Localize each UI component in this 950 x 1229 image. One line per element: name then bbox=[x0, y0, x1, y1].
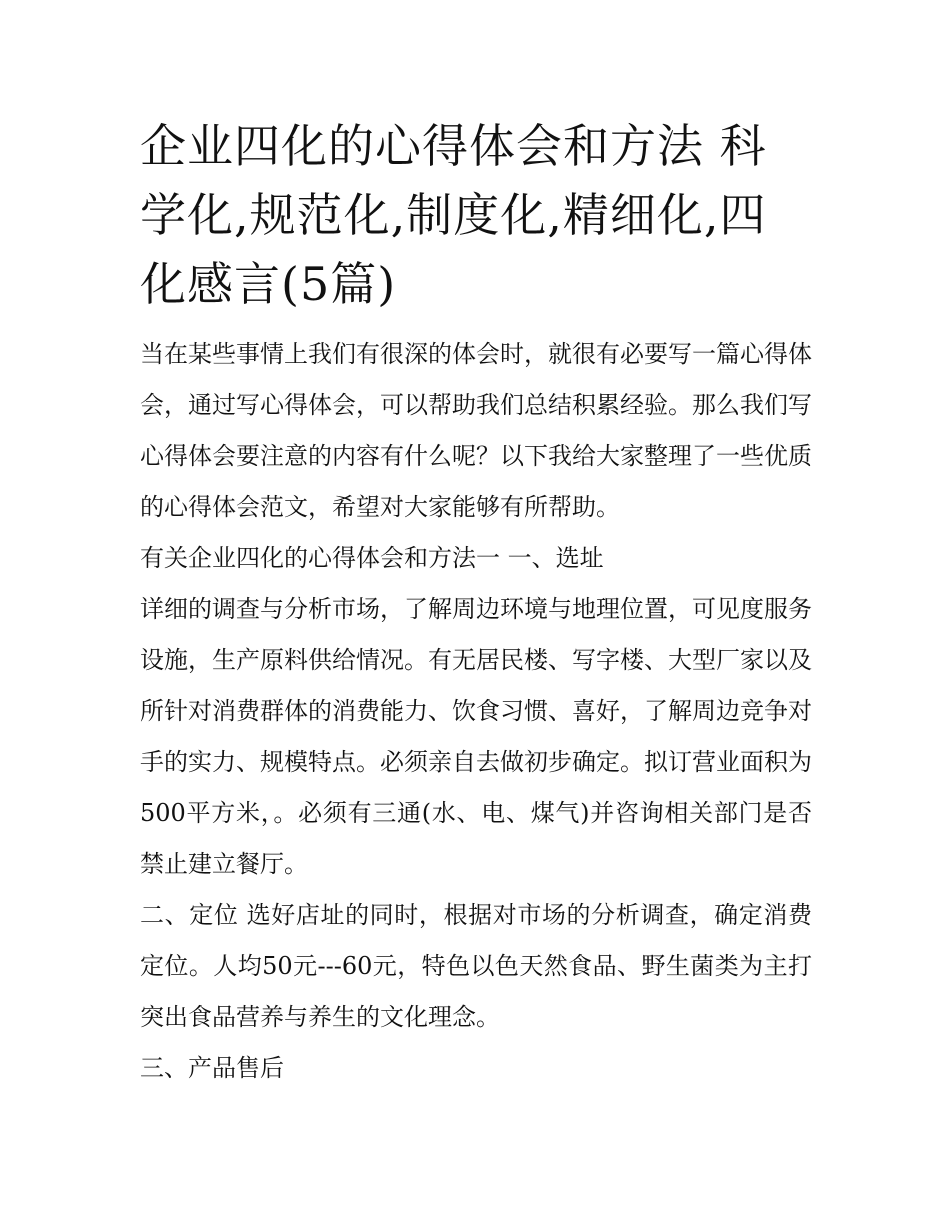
positioning-paragraph: 二、定位 选好店址的同时，根据对市场的分析调查，确定消费定位。人均50元---60元，特色以色天然食品、野生菌类为主打突出食品营养与养生的文化理念。 bbox=[140, 901, 812, 1031]
document-page bbox=[140, 112, 812, 1094]
section-heading-location: 有关企业四化的心得体会和方法一 一、选址 bbox=[140, 544, 604, 572]
document-title: 企业四化的心得体会和方法 科学化,规范化,制度化,精细化,四化感言(5篇) bbox=[140, 119, 767, 311]
location-paragraph: 详细的调查与分析市场，了解周边环境与地理位置，可见度服务设施，生产原料供给情况。有无居民楼、写字楼、大型厂家以及所针对消费群体的消费能力、饮食习惯、喜好，了解周边竞争对手的实力、规模特点。必须亲自去做初步确定。拟订营业面积为500平方米，。必须有三通(水、电、煤气)并咨询相关部门是否禁止建立餐厅。 bbox=[140, 595, 812, 878]
intro-paragraph: 当在某些事情上我们有很深的体会时，就很有必要写一篇心得体会，通过写心得体会，可以帮助我们总结积累经验。那么我们写心得体会要注意的内容有什么呢？以下我给大家整理了一些优质的心得体会范文，希望对大家能够有所帮助。 bbox=[140, 340, 812, 521]
section-heading-after-sales: 三、产品售后 bbox=[140, 1054, 284, 1082]
